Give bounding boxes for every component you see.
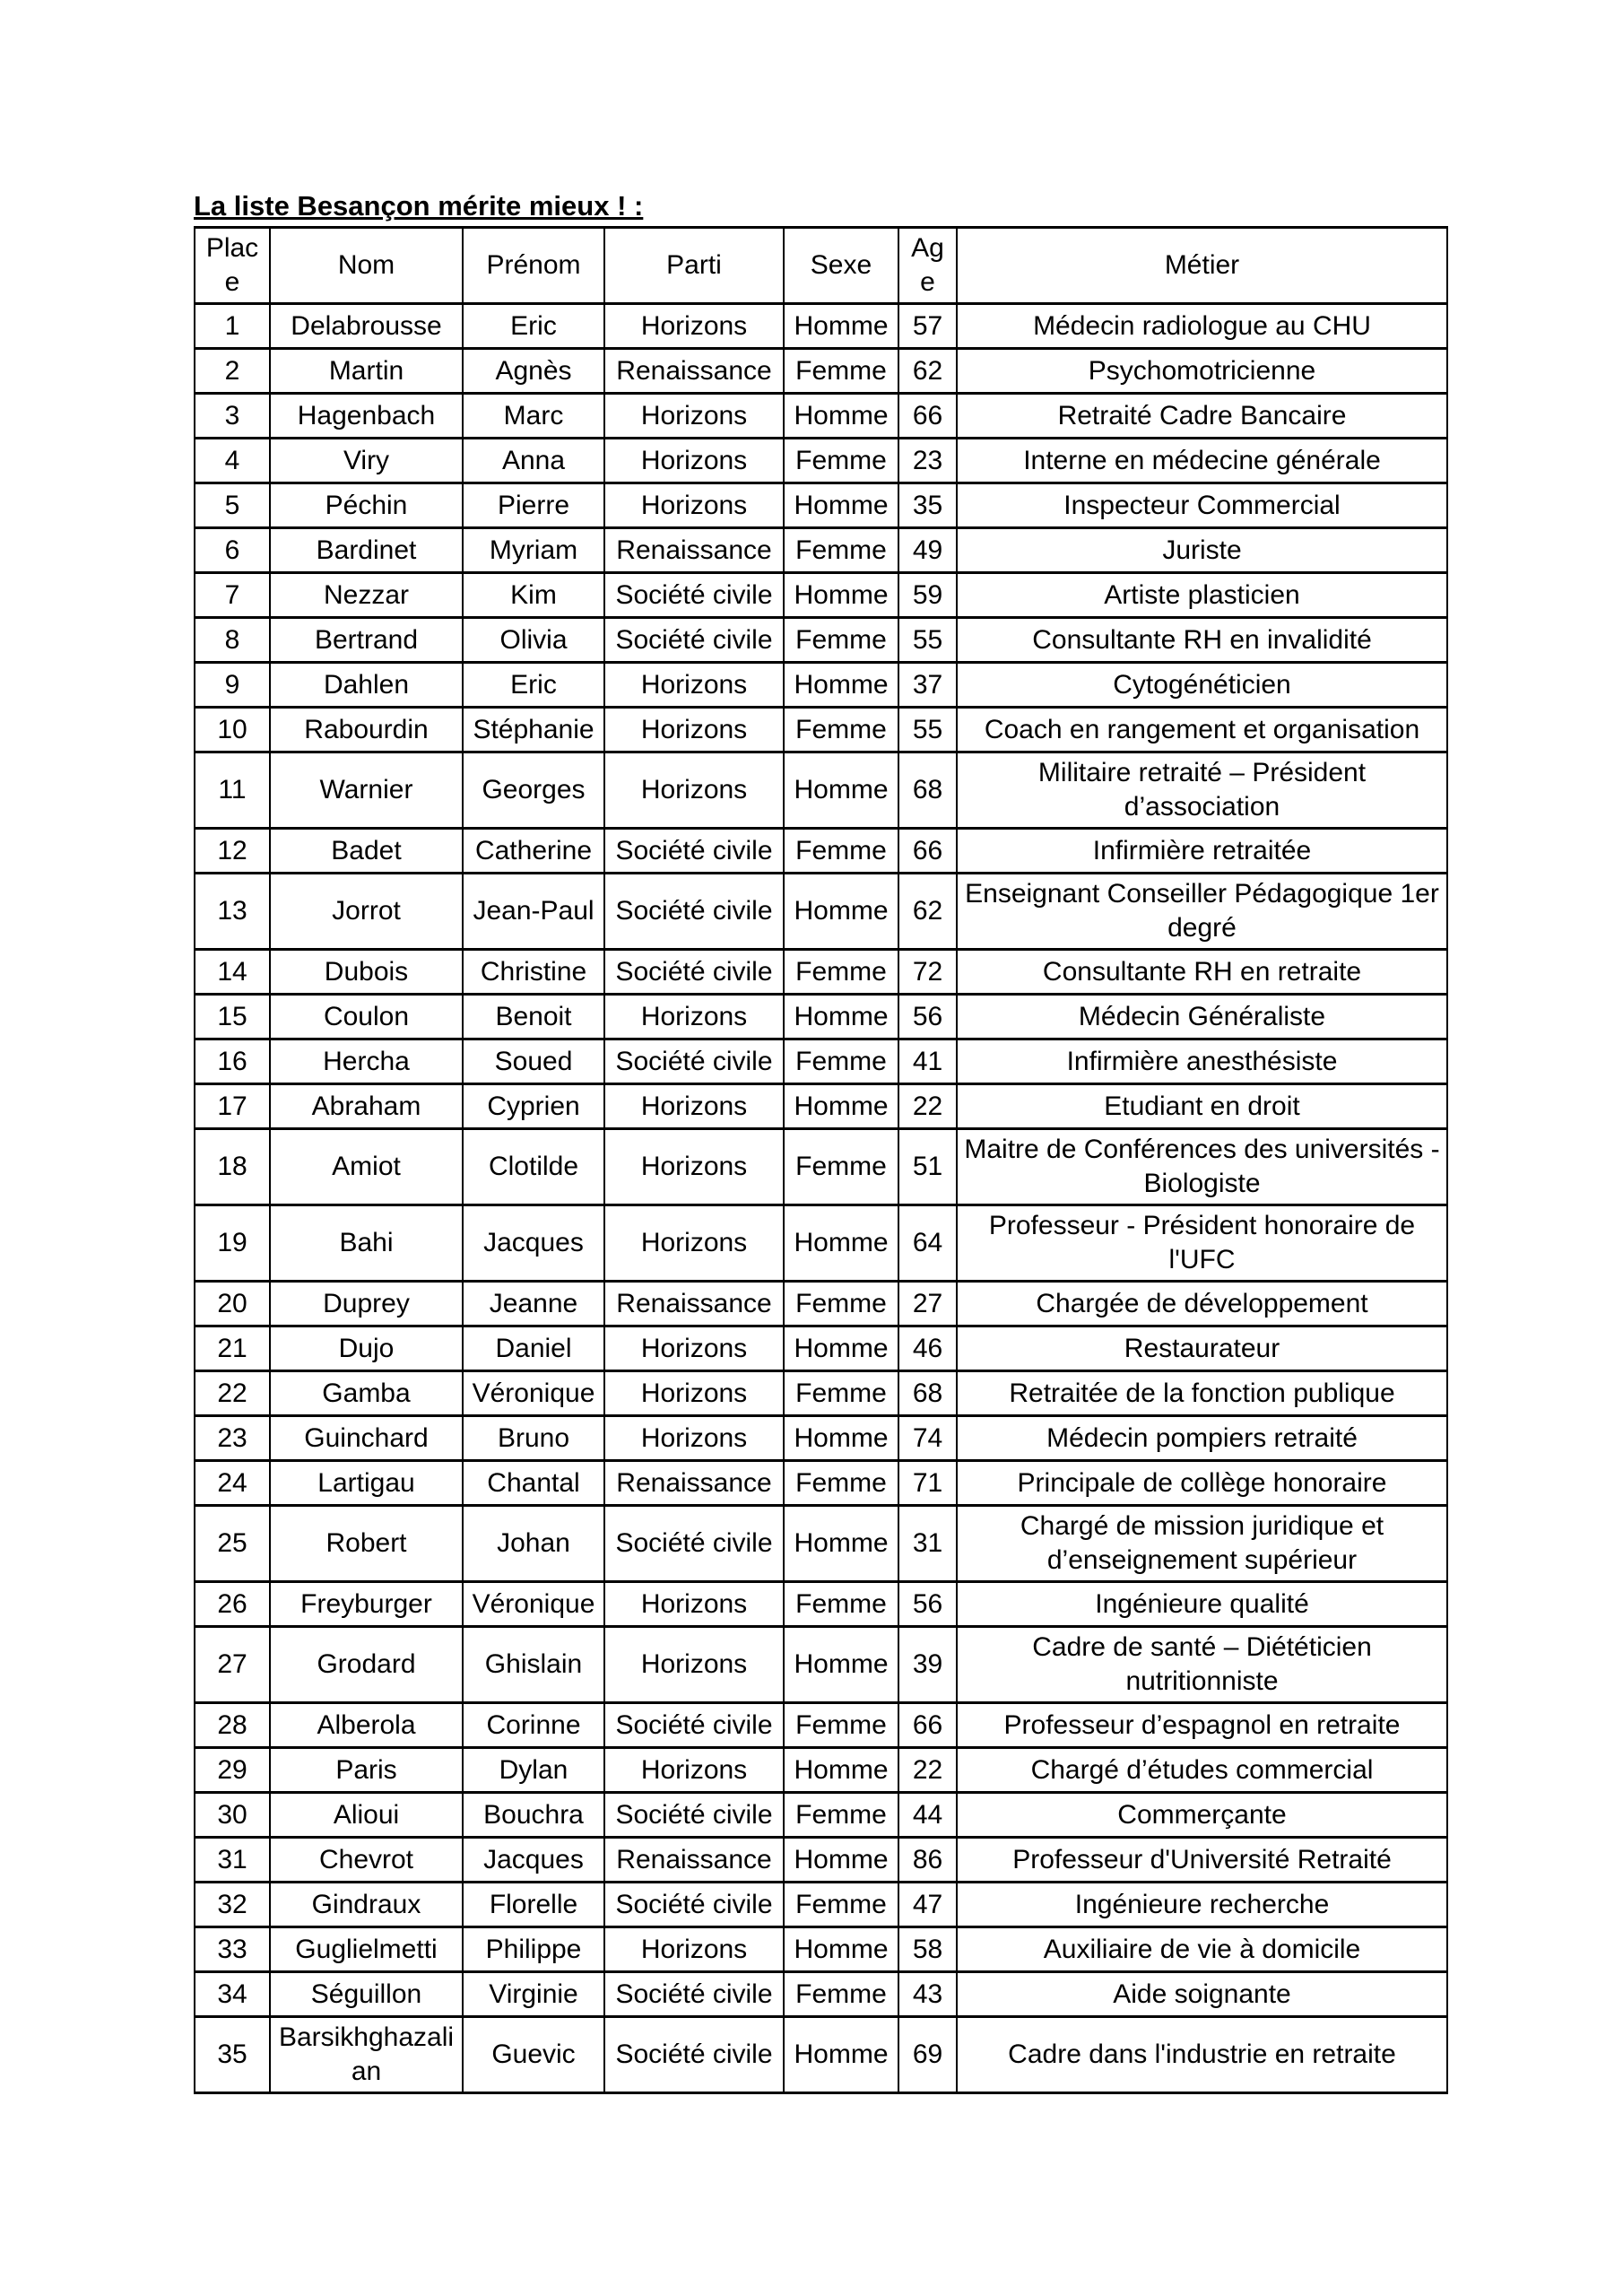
cell-place: 18 [195, 1129, 270, 1205]
cell-metier: Chargé d’études commercial [957, 1748, 1447, 1793]
cell-sexe: Homme [784, 1927, 898, 1972]
cell-nom: Séguillon [270, 1972, 463, 2017]
cell-nom: Bertrand [270, 618, 463, 663]
cell-prenom: Anna [463, 439, 604, 483]
cell-parti: Société civile [604, 829, 784, 874]
cell-parti: Société civile [604, 874, 784, 950]
table-row [195, 950, 1447, 995]
cell-parti: Horizons [604, 1416, 784, 1461]
cell-place: 14 [195, 950, 270, 995]
cell-parti: Renaissance [604, 1282, 784, 1326]
cell-sexe: Femme [784, 528, 898, 573]
cell-sexe: Femme [784, 950, 898, 995]
cell-metier: Interne en médecine générale [957, 439, 1447, 483]
cell-age: 46 [898, 1326, 957, 1371]
cell-place: 12 [195, 829, 270, 874]
cell-prenom: Olivia [463, 618, 604, 663]
cell-sexe: Homme [784, 1084, 898, 1129]
cell-place: 22 [195, 1371, 270, 1416]
cell-nom: Gindraux [270, 1883, 463, 1927]
cell-prenom: Soued [463, 1039, 604, 1084]
cell-prenom: Jeanne [463, 1282, 604, 1326]
cell-parti: Horizons [604, 1748, 784, 1793]
cell-place: 25 [195, 1506, 270, 1582]
column-header-nom: Nom [270, 228, 463, 304]
cell-prenom: Philippe [463, 1927, 604, 1972]
cell-age: 66 [898, 1703, 957, 1748]
cell-parti: Horizons [604, 1371, 784, 1416]
cell-metier: Restaurateur [957, 1326, 1447, 1371]
table-row [195, 1883, 1447, 1927]
cell-place: 32 [195, 1883, 270, 1927]
document-title: La liste Besançon mérite mieux ! : [194, 190, 644, 222]
cell-parti: Horizons [604, 995, 784, 1039]
cell-nom: Bardinet [270, 528, 463, 573]
cell-place: 2 [195, 349, 270, 394]
cell-sexe: Homme [784, 573, 898, 618]
cell-metier: Ingénieure qualité [957, 1582, 1447, 1627]
cell-nom: Abraham [270, 1084, 463, 1129]
cell-age: 58 [898, 1927, 957, 1972]
cell-sexe: Homme [784, 1838, 898, 1883]
cell-prenom: Véronique [463, 1582, 604, 1627]
cell-place: 19 [195, 1205, 270, 1282]
cell-parti: Horizons [604, 1927, 784, 1972]
cell-nom: Bahi [270, 1205, 463, 1282]
table-row [195, 829, 1447, 874]
cell-parti: Société civile [604, 2017, 784, 2093]
cell-parti: Horizons [604, 1326, 784, 1371]
cell-parti: Société civile [604, 1506, 784, 1582]
table-row [195, 528, 1447, 573]
cell-place: 7 [195, 573, 270, 618]
cell-sexe: Homme [784, 1205, 898, 1282]
table-row [195, 1703, 1447, 1748]
table-row [195, 618, 1447, 663]
cell-parti: Horizons [604, 1582, 784, 1627]
cell-metier: Infirmière anesthésiste [957, 1039, 1447, 1084]
cell-prenom: Florelle [463, 1883, 604, 1927]
cell-metier: Inspecteur Commercial [957, 483, 1447, 528]
cell-nom: Alberola [270, 1703, 463, 1748]
cell-sexe: Femme [784, 829, 898, 874]
cell-prenom: Corinne [463, 1703, 604, 1748]
cell-metier: Professeur d’espagnol en retraite [957, 1703, 1447, 1748]
cell-sexe: Femme [784, 439, 898, 483]
cell-nom: Guglielmetti [270, 1927, 463, 1972]
cell-nom: Freyburger [270, 1582, 463, 1627]
cell-sexe: Homme [784, 1326, 898, 1371]
cell-metier: Militaire retraité – Président d’association [957, 752, 1447, 829]
cell-sexe: Femme [784, 1461, 898, 1506]
cell-place: 29 [195, 1748, 270, 1793]
header-row [195, 228, 1447, 304]
cell-age: 39 [898, 1627, 957, 1703]
cell-prenom: Bruno [463, 1416, 604, 1461]
cell-prenom: Pierre [463, 483, 604, 528]
cell-parti: Horizons [604, 304, 784, 349]
cell-nom: Jorrot [270, 874, 463, 950]
cell-sexe: Homme [784, 304, 898, 349]
cell-metier: Auxiliaire de vie à domicile [957, 1927, 1447, 1972]
cell-age: 62 [898, 874, 957, 950]
cell-age: 71 [898, 1461, 957, 1506]
table-row [195, 1927, 1447, 1972]
cell-metier: Professeur d'Université Retraité [957, 1838, 1447, 1883]
cell-metier: Chargé de mission juridique et d’enseignement supérieur [957, 1506, 1447, 1582]
cell-parti: Société civile [604, 1793, 784, 1838]
cell-sexe: Homme [784, 874, 898, 950]
cell-place: 5 [195, 483, 270, 528]
cell-prenom: Kim [463, 573, 604, 618]
cell-sexe: Femme [784, 1282, 898, 1326]
table-row [195, 1972, 1447, 2017]
cell-age: 27 [898, 1282, 957, 1326]
cell-prenom: Benoit [463, 995, 604, 1039]
cell-place: 8 [195, 618, 270, 663]
table-row [195, 1326, 1447, 1371]
cell-nom: Paris [270, 1748, 463, 1793]
cell-nom: Badet [270, 829, 463, 874]
table-row [195, 1793, 1447, 1838]
cell-age: 56 [898, 995, 957, 1039]
cell-place: 34 [195, 1972, 270, 2017]
cell-metier: Cadre dans l'industrie en retraite [957, 2017, 1447, 2093]
cell-nom: Chevrot [270, 1838, 463, 1883]
cell-prenom: Jacques [463, 1205, 604, 1282]
cell-sexe: Homme [784, 483, 898, 528]
cell-parti: Société civile [604, 1039, 784, 1084]
cell-parti: Renaissance [604, 349, 784, 394]
cell-age: 69 [898, 2017, 957, 2093]
cell-prenom: Eric [463, 304, 604, 349]
cell-age: 56 [898, 1582, 957, 1627]
cell-prenom: Agnès [463, 349, 604, 394]
cell-nom: Dubois [270, 950, 463, 995]
cell-age: 37 [898, 663, 957, 708]
cell-nom: Dahlen [270, 663, 463, 708]
cell-age: 62 [898, 349, 957, 394]
cell-nom: Rabourdin [270, 708, 463, 752]
cell-prenom: Jacques [463, 1838, 604, 1883]
cell-age: 66 [898, 394, 957, 439]
cell-parti: Société civile [604, 618, 784, 663]
cell-age: 47 [898, 1883, 957, 1927]
cell-sexe: Homme [784, 663, 898, 708]
cell-place: 21 [195, 1326, 270, 1371]
cell-place: 11 [195, 752, 270, 829]
column-header-metier: Métier [957, 228, 1447, 304]
cell-place: 9 [195, 663, 270, 708]
table-row [195, 1282, 1447, 1326]
cell-parti: Horizons [604, 1205, 784, 1282]
cell-nom: Hagenbach [270, 394, 463, 439]
candidates-table [194, 226, 1448, 2094]
table-body [195, 304, 1447, 2093]
cell-sexe: Femme [784, 1582, 898, 1627]
table-row [195, 1627, 1447, 1703]
table-row [195, 1416, 1447, 1461]
cell-sexe: Homme [784, 1416, 898, 1461]
cell-metier: Coach en rangement et organisation [957, 708, 1447, 752]
cell-nom: Amiot [270, 1129, 463, 1205]
cell-parti: Renaissance [604, 528, 784, 573]
cell-metier: Médecin radiologue au CHU [957, 304, 1447, 349]
table-row [195, 2017, 1447, 2093]
column-header-parti: Parti [604, 228, 784, 304]
cell-age: 43 [898, 1972, 957, 2017]
cell-sexe: Femme [784, 1039, 898, 1084]
cell-nom: Coulon [270, 995, 463, 1039]
table-row [195, 1748, 1447, 1793]
cell-nom: Nezzar [270, 573, 463, 618]
cell-nom: Martin [270, 349, 463, 394]
cell-prenom: Marc [463, 394, 604, 439]
cell-sexe: Femme [784, 708, 898, 752]
cell-age: 55 [898, 618, 957, 663]
cell-prenom: Véronique [463, 1371, 604, 1416]
cell-metier: Consultante RH en invalidité [957, 618, 1447, 663]
cell-prenom: Stéphanie [463, 708, 604, 752]
cell-sexe: Femme [784, 1129, 898, 1205]
cell-metier: Enseignant Conseiller Pédagogique 1er degré [957, 874, 1447, 950]
cell-prenom: Dylan [463, 1748, 604, 1793]
cell-place: 27 [195, 1627, 270, 1703]
cell-place: 10 [195, 708, 270, 752]
cell-metier: Commerçante [957, 1793, 1447, 1838]
cell-metier: Médecin pompiers retraité [957, 1416, 1447, 1461]
cell-parti: Renaissance [604, 1461, 784, 1506]
cell-prenom: Catherine [463, 829, 604, 874]
cell-metier: Aide soignante [957, 1972, 1447, 2017]
cell-sexe: Homme [784, 2017, 898, 2093]
cell-sexe: Homme [784, 995, 898, 1039]
cell-age: 23 [898, 439, 957, 483]
cell-age: 59 [898, 573, 957, 618]
cell-prenom: Jean-Paul [463, 874, 604, 950]
cell-prenom: Cyprien [463, 1084, 604, 1129]
cell-age: 66 [898, 829, 957, 874]
cell-place: 30 [195, 1793, 270, 1838]
table-row [195, 573, 1447, 618]
cell-parti: Horizons [604, 1627, 784, 1703]
cell-parti: Horizons [604, 439, 784, 483]
cell-nom: Lartigau [270, 1461, 463, 1506]
cell-parti: Société civile [604, 573, 784, 618]
column-header-place: Place [195, 228, 270, 304]
table-row [195, 1838, 1447, 1883]
cell-prenom: Clotilde [463, 1129, 604, 1205]
cell-age: 68 [898, 752, 957, 829]
column-header-age: Age [898, 228, 957, 304]
cell-nom: Barsikhghazalian [270, 2017, 463, 2093]
table-row [195, 874, 1447, 950]
cell-prenom: Eric [463, 663, 604, 708]
cell-place: 15 [195, 995, 270, 1039]
cell-prenom: Bouchra [463, 1793, 604, 1838]
cell-sexe: Homme [784, 752, 898, 829]
table-row [195, 1461, 1447, 1506]
column-header-prenom: Prénom [463, 228, 604, 304]
document-content [194, 190, 1446, 2094]
cell-metier: Cadre de santé – Diététicien nutritionniste [957, 1627, 1447, 1703]
cell-metier: Chargée de développement [957, 1282, 1447, 1326]
cell-parti: Horizons [604, 752, 784, 829]
cell-place: 24 [195, 1461, 270, 1506]
cell-metier: Maitre de Conférences des universités - Biologiste [957, 1129, 1447, 1205]
cell-metier: Consultante RH en retraite [957, 950, 1447, 995]
cell-prenom: Guevic [463, 2017, 604, 2093]
table-row [195, 304, 1447, 349]
table-row [195, 1205, 1447, 1282]
cell-parti: Société civile [604, 1703, 784, 1748]
cell-nom: Duprey [270, 1282, 463, 1326]
cell-place: 13 [195, 874, 270, 950]
cell-prenom: Johan [463, 1506, 604, 1582]
cell-metier: Juriste [957, 528, 1447, 573]
cell-nom: Robert [270, 1506, 463, 1582]
cell-parti: Horizons [604, 1129, 784, 1205]
cell-sexe: Homme [784, 1506, 898, 1582]
table-row [195, 439, 1447, 483]
cell-place: 23 [195, 1416, 270, 1461]
cell-age: 74 [898, 1416, 957, 1461]
cell-place: 35 [195, 2017, 270, 2093]
table-header [195, 228, 1447, 304]
cell-place: 28 [195, 1703, 270, 1748]
cell-prenom: Chantal [463, 1461, 604, 1506]
cell-nom: Hercha [270, 1039, 463, 1084]
cell-sexe: Femme [784, 618, 898, 663]
cell-sexe: Homme [784, 1748, 898, 1793]
cell-nom: Guinchard [270, 1416, 463, 1461]
table-row [195, 752, 1447, 829]
cell-metier: Infirmière retraitée [957, 829, 1447, 874]
cell-nom: Grodard [270, 1627, 463, 1703]
cell-metier: Cytogénéticien [957, 663, 1447, 708]
cell-prenom: Myriam [463, 528, 604, 573]
table-row [195, 1129, 1447, 1205]
cell-age: 64 [898, 1205, 957, 1282]
cell-sexe: Femme [784, 1972, 898, 2017]
cell-metier: Retraité Cadre Bancaire [957, 394, 1447, 439]
cell-place: 31 [195, 1838, 270, 1883]
cell-nom: Alioui [270, 1793, 463, 1838]
cell-prenom: Ghislain [463, 1627, 604, 1703]
cell-parti: Horizons [604, 483, 784, 528]
cell-metier: Psychomotricienne [957, 349, 1447, 394]
cell-parti: Horizons [604, 663, 784, 708]
cell-sexe: Femme [784, 1703, 898, 1748]
table-row [195, 708, 1447, 752]
cell-place: 4 [195, 439, 270, 483]
cell-metier: Médecin Généraliste [957, 995, 1447, 1039]
cell-age: 22 [898, 1084, 957, 1129]
cell-age: 35 [898, 483, 957, 528]
cell-nom: Gamba [270, 1371, 463, 1416]
cell-place: 1 [195, 304, 270, 349]
cell-age: 55 [898, 708, 957, 752]
cell-age: 22 [898, 1748, 957, 1793]
cell-sexe: Femme [784, 1793, 898, 1838]
cell-prenom: Georges [463, 752, 604, 829]
cell-nom: Péchin [270, 483, 463, 528]
cell-prenom: Virginie [463, 1972, 604, 2017]
cell-age: 49 [898, 528, 957, 573]
cell-place: 33 [195, 1927, 270, 1972]
table-row [195, 1039, 1447, 1084]
cell-place: 17 [195, 1084, 270, 1129]
cell-parti: Société civile [604, 1883, 784, 1927]
cell-age: 68 [898, 1371, 957, 1416]
cell-age: 72 [898, 950, 957, 995]
cell-sexe: Homme [784, 1627, 898, 1703]
cell-parti: Société civile [604, 950, 784, 995]
cell-parti: Renaissance [604, 1838, 784, 1883]
table-row [195, 1582, 1447, 1627]
column-header-sexe: Sexe [784, 228, 898, 304]
cell-place: 3 [195, 394, 270, 439]
cell-parti: Société civile [604, 1972, 784, 2017]
cell-age: 41 [898, 1039, 957, 1084]
cell-metier: Ingénieure recherche [957, 1883, 1447, 1927]
cell-metier: Principale de collège honoraire [957, 1461, 1447, 1506]
cell-sexe: Femme [784, 1371, 898, 1416]
cell-age: 57 [898, 304, 957, 349]
cell-metier: Artiste plasticien [957, 573, 1447, 618]
cell-sexe: Femme [784, 1883, 898, 1927]
cell-metier: Professeur - Président honoraire de l'UFC [957, 1205, 1447, 1282]
table-row [195, 995, 1447, 1039]
cell-sexe: Femme [784, 349, 898, 394]
cell-metier: Etudiant en droit [957, 1084, 1447, 1129]
cell-place: 20 [195, 1282, 270, 1326]
cell-nom: Dujo [270, 1326, 463, 1371]
table-row [195, 663, 1447, 708]
cell-parti: Horizons [604, 394, 784, 439]
cell-sexe: Homme [784, 394, 898, 439]
cell-nom: Viry [270, 439, 463, 483]
cell-place: 16 [195, 1039, 270, 1084]
cell-prenom: Christine [463, 950, 604, 995]
cell-place: 26 [195, 1582, 270, 1627]
cell-age: 44 [898, 1793, 957, 1838]
table-row [195, 349, 1447, 394]
cell-age: 51 [898, 1129, 957, 1205]
cell-age: 86 [898, 1838, 957, 1883]
cell-place: 6 [195, 528, 270, 573]
table-row [195, 394, 1447, 439]
table-row [195, 1371, 1447, 1416]
cell-prenom: Daniel [463, 1326, 604, 1371]
table-row [195, 1084, 1447, 1129]
cell-nom: Warnier [270, 752, 463, 829]
cell-metier: Retraitée de la fonction publique [957, 1371, 1447, 1416]
cell-parti: Horizons [604, 1084, 784, 1129]
cell-parti: Horizons [604, 708, 784, 752]
cell-age: 31 [898, 1506, 957, 1582]
table-row [195, 483, 1447, 528]
table-row [195, 1506, 1447, 1582]
cell-nom: Delabrousse [270, 304, 463, 349]
